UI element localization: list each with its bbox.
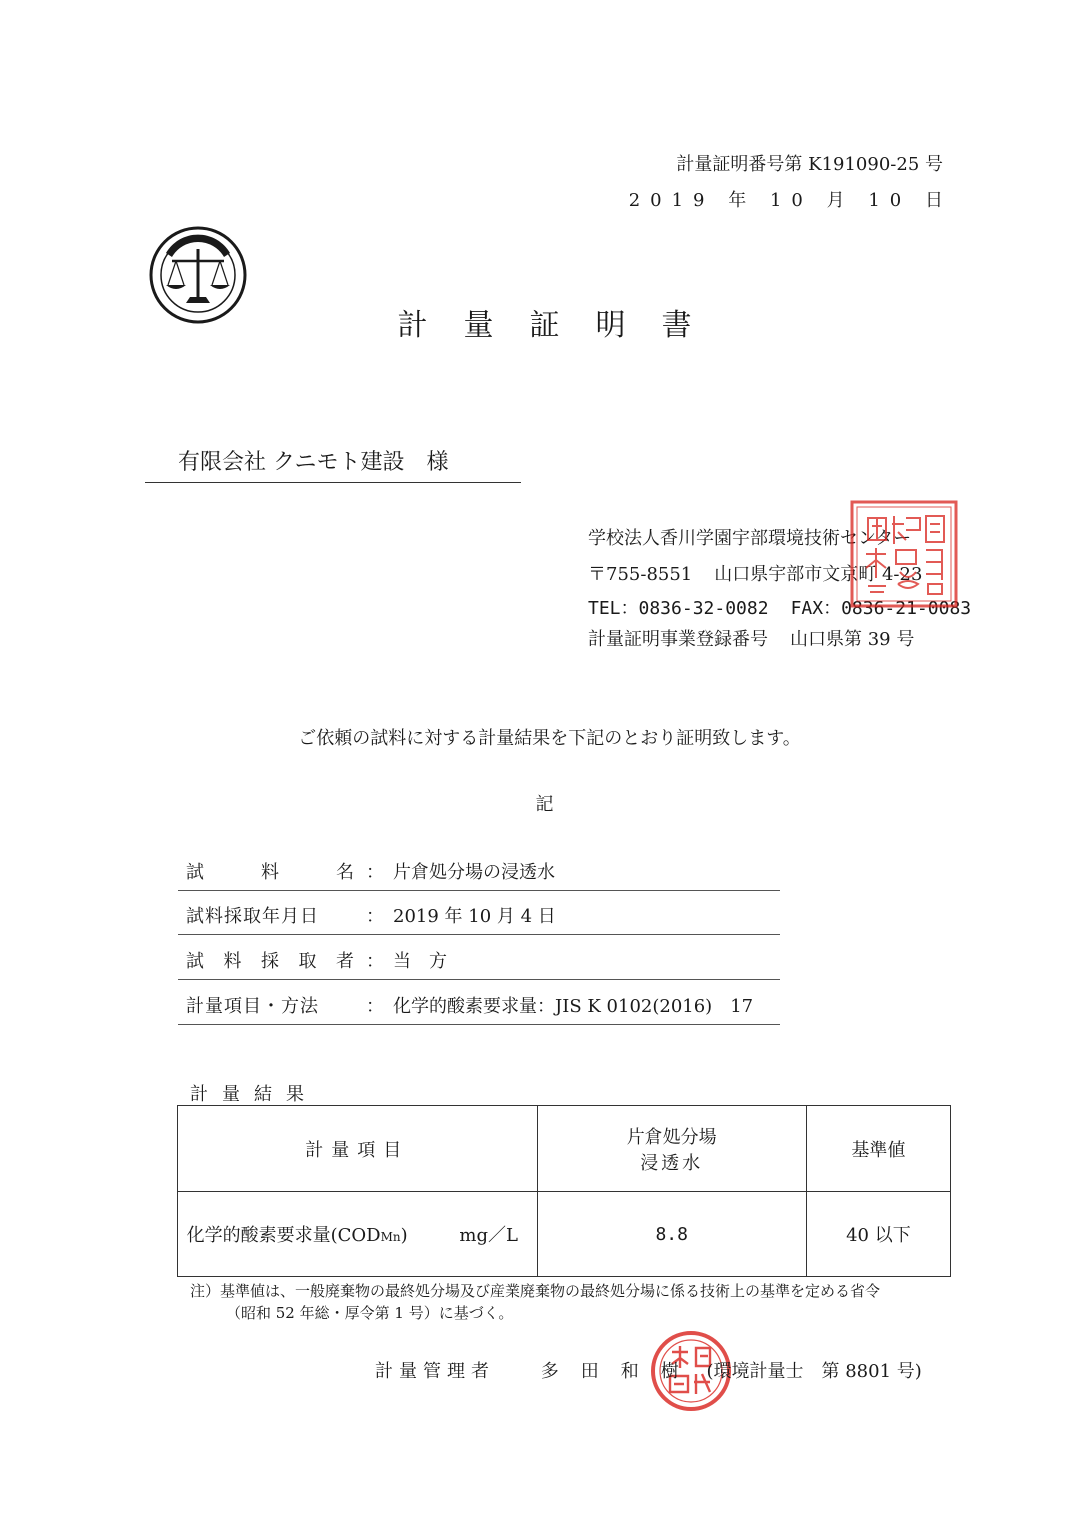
date-month-unit: 月 xyxy=(826,190,845,211)
colon: ： xyxy=(366,951,384,972)
signer-name: 多田和樹 xyxy=(540,1361,701,1382)
colon: ： xyxy=(366,862,384,883)
issuer-registration-line xyxy=(588,625,914,651)
recipient-underline xyxy=(145,482,521,483)
date-month: 10 xyxy=(769,190,813,211)
sampling-date-label: 試料採取年月日 xyxy=(186,906,319,927)
signer-qualification: (環境計量士 第 8801 号) xyxy=(706,1361,922,1382)
issuer-fax: FAX：0836-21-0083 xyxy=(790,598,972,619)
method-value: 化学的酸素要求量：JIS K 0102(2016) 17 xyxy=(393,996,754,1017)
header-item: 計量項目 xyxy=(178,1106,538,1192)
certification-statement: ご依頼の試料に対する計量結果を下記のとおり証明致します。 xyxy=(298,728,801,749)
date-day-unit: 日 xyxy=(925,190,943,211)
issuer-tel: TEL：0836-32-0082 xyxy=(588,598,769,619)
header-standard: 基準値 xyxy=(806,1106,950,1192)
sample-name-row xyxy=(178,846,780,891)
footnote xyxy=(190,1280,970,1324)
results-title: 計量結果 xyxy=(190,1084,318,1105)
header-sample: 片倉処分場 浸透水 xyxy=(537,1106,806,1192)
date-year: 2019 xyxy=(628,190,715,211)
certificate-number: 計量証明番号第 K191090-25 号 xyxy=(676,154,943,175)
cell-unit: mg／L xyxy=(459,1225,518,1246)
sample-name-label: 試 料 名 xyxy=(186,862,354,883)
footnote-line-2: （昭和 52 年総・厚令第 1 号）に基づく。 xyxy=(226,1304,514,1322)
issuer-registration-label: 計量証明事業登録番号 xyxy=(588,629,768,650)
signer-role: 計量管理者 xyxy=(375,1361,495,1382)
issuer-organization: 学校法人香川学園宇部環境技術センター xyxy=(588,528,912,549)
results-table xyxy=(177,1105,951,1277)
cell-item: 化学的酸素要求量(CODMn) mg／L xyxy=(178,1192,538,1277)
issuer-registration-value: 山口県第 39 号 xyxy=(790,629,915,650)
method-label: 計量項目・方法 xyxy=(186,996,319,1017)
sampler-value: 当 方 xyxy=(393,951,447,972)
sampler-label: 試 料 採 取 者 xyxy=(186,951,354,972)
issuer-address: 山口県宇部市文京町 4-23 xyxy=(714,564,923,585)
sample-name-value: 片倉処分場の浸透水 xyxy=(393,862,555,883)
document-title: 計量証明書 xyxy=(397,308,728,343)
table-row xyxy=(178,1192,951,1277)
method-row xyxy=(178,980,780,1025)
sampler-row xyxy=(178,935,780,980)
cell-value: 8.8 xyxy=(537,1192,806,1277)
recipient-name: 有限会社 クニモト建設 様 xyxy=(178,450,449,475)
footnote-line-1: 注）基準値は、一般廃棄物の最終処分場及び産業廃棄物の最終処分場に係る技術上の基準を定める省令 xyxy=(190,1282,881,1300)
issuer-postal-code: 〒755-8551 xyxy=(588,564,693,585)
cell-standard: 40 以下 xyxy=(806,1192,950,1277)
ki-heading: 記 xyxy=(535,794,554,815)
company-square-stamp xyxy=(848,498,960,610)
colon: ： xyxy=(366,996,384,1017)
colon: ： xyxy=(366,906,384,927)
date-year-unit: 年 xyxy=(728,190,747,211)
signer-line xyxy=(375,1357,922,1383)
results-header-row xyxy=(178,1106,951,1192)
issue-date xyxy=(629,186,943,212)
date-day: 10 xyxy=(868,190,912,211)
sampling-date-value: 2019 年 10 月 4 日 xyxy=(393,906,556,927)
sampling-date-row xyxy=(178,890,780,935)
